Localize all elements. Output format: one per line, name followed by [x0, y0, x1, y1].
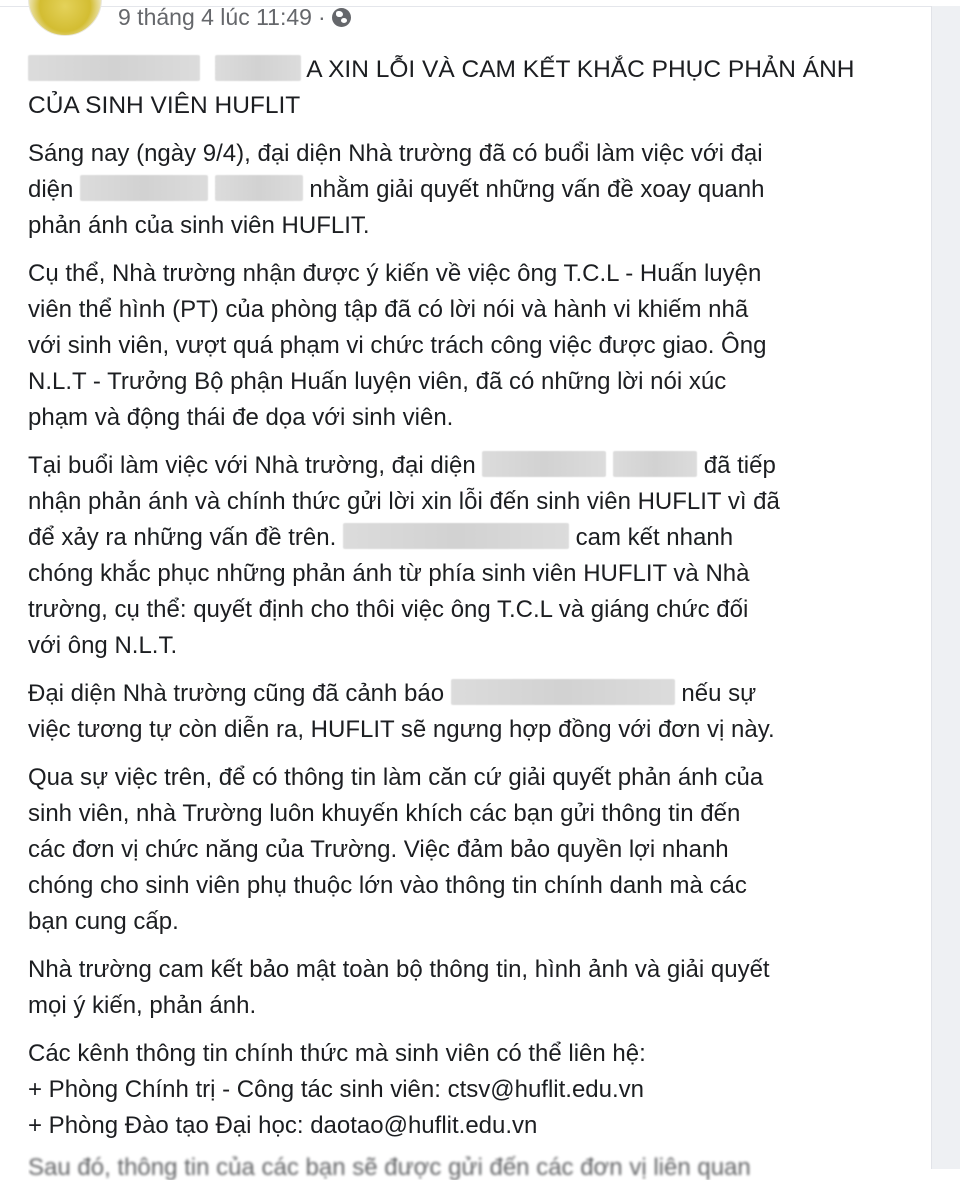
meta-separator: ·	[317, 4, 326, 30]
post-body	[28, 52, 908, 1156]
paragraph-3	[28, 448, 908, 664]
paragraph-2	[28, 256, 908, 436]
text-fragment: cam kết nhanh	[575, 524, 734, 551]
text-line: trường, cụ thể: quyết định cho thôi việc ông T.C.L và giáng chức đối	[28, 596, 749, 623]
text-line: việc tương tự còn diễn ra, HUFLIT sẽ ngưng hợp đồng với đơn vị này.	[28, 716, 775, 743]
text-fragment: đã tiếp	[703, 452, 776, 479]
text-fragment: nếu sự	[681, 680, 757, 707]
paragraph-6	[28, 952, 908, 1024]
redacted-text	[80, 175, 208, 201]
text-line: Sáng nay (ngày 9/4), đại diện Nhà trường đã có buổi làm việc với đại	[28, 140, 763, 167]
text-line: Các kênh thông tin chính thức mà sinh viên có thể liên hệ:	[28, 1040, 646, 1067]
text-line: bạn cung cấp.	[28, 908, 179, 935]
title-line: CỦA SINH VIÊN HUFLIT	[28, 92, 301, 119]
text-line: Cụ thể, Nhà trường nhận được ý kiến về việc ông T.C.L - Huấn luyện	[28, 260, 762, 287]
text-line: Nhà trường cam kết bảo mật toàn bộ thông tin, hình ảnh và giải quyết	[28, 956, 770, 983]
text-line: với sinh viên, vượt quá phạm vi chức trách công việc được giao. Ông	[28, 332, 767, 359]
page-avatar[interactable]	[28, 0, 102, 36]
text-line: sinh viên, nhà Trường luôn khuyến khích các bạn gửi thông tin đến	[28, 800, 741, 827]
text-line: phản ánh của sinh viên HUFLIT.	[28, 212, 370, 239]
post-meta	[118, 4, 351, 31]
text-line: chóng khắc phục những phản ánh từ phía sinh viên HUFLIT và Nhà	[28, 560, 750, 587]
paragraph-4	[28, 676, 908, 748]
redacted-text	[28, 55, 200, 81]
redacted-text	[343, 523, 569, 549]
text-line: Sau đó, thông tin của các bạn sẽ được gửi đến các đơn vị liên quan	[28, 1154, 751, 1180]
text-fragment: để xảy ra những vấn đề trên.	[28, 524, 337, 551]
text-line: chóng cho sinh viên phụ thuộc lớn vào thông tin chính danh mà các	[28, 872, 747, 899]
contact-ctsv: + Phòng Chính trị - Công tác sinh viên: ctsv@huflit.edu.vn	[28, 1076, 645, 1103]
text-line: các đơn vị chức năng của Trường. Việc đảm bảo quyền lợi nhanh	[28, 836, 729, 863]
contact-daotao: + Phòng Đào tạo Đại học: daotao@huflit.edu.vn	[28, 1112, 538, 1139]
redacted-text	[482, 451, 606, 477]
text-fragment: Đại diện Nhà trường cũng đã cảnh báo	[28, 680, 445, 707]
redacted-text	[613, 451, 697, 477]
text-line: Qua sự việc trên, để có thông tin làm căn cứ giải quyết phản ánh của	[28, 764, 764, 791]
paragraph-7	[28, 1036, 908, 1144]
text-fragment: Tại buổi làm việc với Nhà trường, đại diện	[28, 452, 476, 479]
paragraph-5	[28, 760, 908, 940]
post-timestamp[interactable]: 9 tháng 4 lúc 11:49	[118, 4, 312, 30]
text-line: với ông N.L.T.	[28, 632, 178, 659]
redacted-text	[215, 55, 301, 81]
text-line: viên thể hình (PT) của phòng tập đã có lời nói và hành vi khiếm nhã	[28, 296, 749, 323]
text-line: phạm và động thái đe dọa với sinh viên.	[28, 404, 454, 431]
text-line: mọi ý kiến, phản ánh.	[28, 992, 257, 1019]
text-line: N.L.T - Trưởng Bộ phận Huấn luyện viên, đã có những lời nói xúc	[28, 368, 727, 395]
globe-icon[interactable]	[332, 8, 351, 27]
redacted-text	[451, 679, 675, 705]
truncated-line	[28, 1150, 908, 1180]
title-line: A XIN LỖI VÀ CAM KẾT KHẮC PHỤC PHẢN ÁNH	[306, 56, 855, 83]
text-fragment: diện	[28, 176, 74, 203]
post-title	[28, 52, 908, 124]
paragraph-1	[28, 136, 908, 244]
right-sidebar-gutter	[931, 6, 960, 1169]
text-fragment: nhằm giải quyết những vấn đề xoay quanh	[309, 176, 765, 203]
redacted-text	[215, 175, 303, 201]
text-line: nhận phản ánh và chính thức gửi lời xin lỗi đến sinh viên HUFLIT vì đã	[28, 488, 780, 515]
